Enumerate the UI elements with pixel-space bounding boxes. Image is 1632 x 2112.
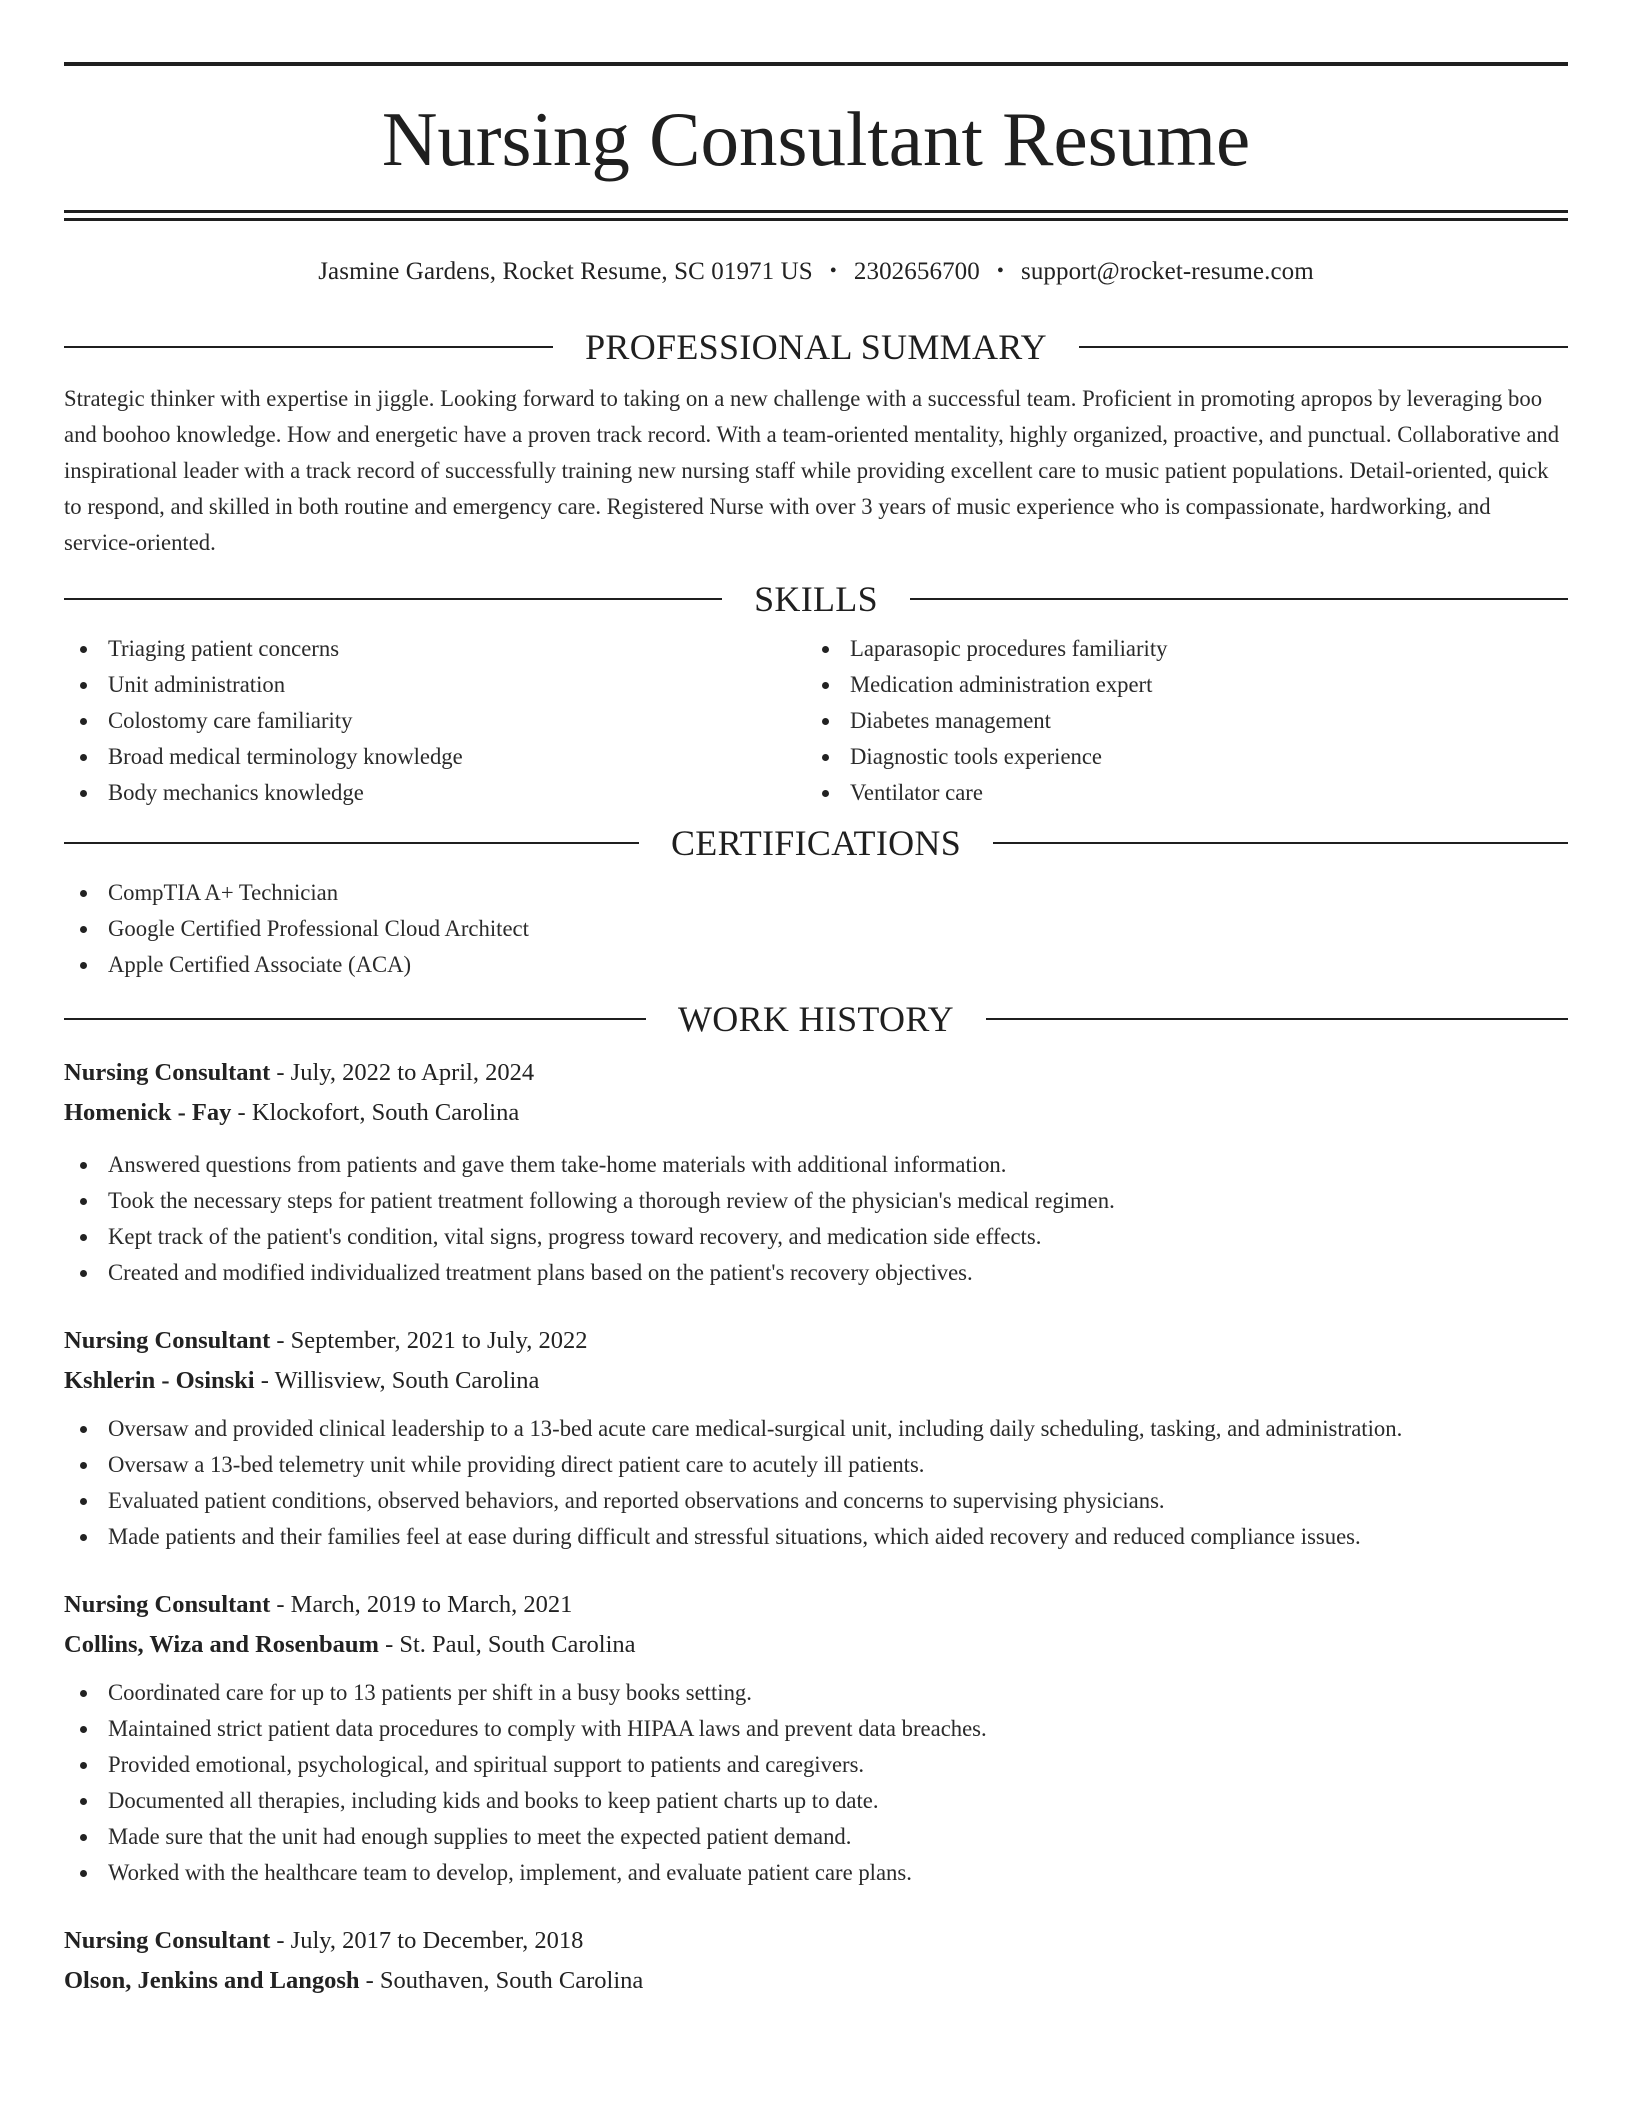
skill-item: Unit administration bbox=[64, 667, 806, 703]
skill-item: Triaging patient concerns bbox=[64, 631, 806, 667]
skills-column-right bbox=[806, 631, 1548, 811]
job-duty: Made sure that the unit had enough supplies to meet the expected patient demand. bbox=[64, 1819, 1568, 1855]
job-title: Nursing Consultant bbox=[64, 1059, 271, 1086]
job-location: - Klockofort, South Carolina bbox=[231, 1099, 520, 1126]
job-title-line bbox=[64, 1921, 1568, 1961]
certification-item: CompTIA A+ Technician bbox=[64, 875, 1568, 911]
certification-item: Google Certified Professional Cloud Architect bbox=[64, 911, 1568, 947]
skills-column-left bbox=[64, 631, 806, 811]
job-company-line bbox=[64, 1093, 1568, 1133]
job-duty: Evaluated patient conditions, observed behaviors, and reported observations and concerns to supervising physicians. bbox=[64, 1483, 1568, 1519]
skills-list bbox=[64, 631, 1568, 811]
skill-item: Colostomy care familiarity bbox=[64, 703, 806, 739]
job-duty: Worked with the healthcare team to develop, implement, and evaluate patient care plans. bbox=[64, 1855, 1568, 1891]
job-entry bbox=[64, 1321, 1568, 1555]
resume-title: Nursing Consultant Resume bbox=[381, 96, 1251, 182]
contact-email[interactable]: support@rocket-resume.com bbox=[1020, 258, 1314, 285]
section-title: CERTIFICATIONS bbox=[670, 823, 962, 863]
job-duty: Oversaw a 13-bed telemetry unit while providing direct patient care to acutely ill patients. bbox=[64, 1447, 1568, 1483]
job-company: Kshlerin - Osinski bbox=[64, 1367, 255, 1394]
job-title-line bbox=[64, 1585, 1568, 1625]
job-title-line bbox=[64, 1053, 1568, 1093]
section-title: SKILLS bbox=[754, 579, 878, 619]
skill-item: Ventilator care bbox=[806, 775, 1548, 811]
section-heading-skills bbox=[64, 579, 1568, 619]
job-company-line bbox=[64, 1625, 1568, 1665]
section-title: PROFESSIONAL SUMMARY bbox=[585, 327, 1047, 367]
job-entry bbox=[64, 1585, 1568, 1891]
job-title: Nursing Consultant bbox=[64, 1327, 271, 1354]
job-duty: Created and modified individualized treatment plans based on the patient's recovery objectives. bbox=[64, 1255, 1568, 1291]
title-double-rule bbox=[64, 210, 1568, 221]
job-dates: - July, 2017 to December, 2018 bbox=[270, 1927, 584, 1954]
job-duties bbox=[64, 1675, 1568, 1891]
skill-item: Medication administration expert bbox=[806, 667, 1548, 703]
job-duty: Answered questions from patients and gave them take-home materials with additional information. bbox=[64, 1147, 1568, 1183]
job-dates: - March, 2019 to March, 2021 bbox=[270, 1591, 573, 1618]
job-company-line bbox=[64, 1961, 1568, 2001]
heading-rule bbox=[1079, 346, 1568, 348]
heading-rule bbox=[64, 346, 553, 348]
bullet-separator: • bbox=[996, 260, 1004, 282]
section-heading-work-history bbox=[64, 999, 1568, 1039]
job-duty: Coordinated care for up to 13 patients per shift in a busy books setting. bbox=[64, 1675, 1568, 1711]
heading-rule bbox=[986, 1018, 1568, 1020]
job-entry bbox=[64, 1921, 1568, 2001]
job-company: Collins, Wiza and Rosenbaum bbox=[64, 1631, 379, 1658]
bullet-separator: • bbox=[829, 260, 837, 282]
job-title-line bbox=[64, 1321, 1568, 1361]
job-duty: Maintained strict patient data procedures to comply with HIPAA laws and prevent data breaches. bbox=[64, 1711, 1568, 1747]
heading-rule bbox=[64, 1018, 646, 1020]
job-title: Nursing Consultant bbox=[64, 1927, 271, 1954]
certification-item: Apple Certified Associate (ACA) bbox=[64, 947, 1568, 983]
job-title: Nursing Consultant bbox=[64, 1591, 271, 1618]
job-duties bbox=[64, 1411, 1568, 1555]
skill-item: Body mechanics knowledge bbox=[64, 775, 806, 811]
heading-rule bbox=[64, 842, 639, 844]
contact-line bbox=[64, 257, 1568, 287]
summary-text: Strategic thinker with expertise in jiggle. Looking forward to taking on a new challenge with a successful team. Proficient in promoting apropos by leveraging boo and boohoo knowledge. How and energetic have a proven track record. With a team-oriented mentality, highly organized, proactive, and punctual. Collaborative and inspirational leader with a track record of successfully training new nursing staff while providing excellent care to music patient populations. Detail-oriented, quick to respond, and skilled in both routine and emergency care. Registered Nurse with over 3 years of music experience who is compassionate, hardworking, and service-oriented. bbox=[64, 386, 1560, 555]
job-location: - Willisview, South Carolina bbox=[254, 1367, 540, 1394]
job-duty: Made patients and their families feel at ease during difficult and stressful situations, which aided recovery and reduced compliance issues. bbox=[64, 1519, 1568, 1555]
job-entry bbox=[64, 1053, 1568, 1291]
job-company: Homenick - Fay bbox=[64, 1099, 232, 1126]
skill-item: Diagnostic tools experience bbox=[806, 739, 1548, 775]
job-location: - Southaven, South Carolina bbox=[359, 1967, 644, 1994]
skill-item: Diabetes management bbox=[806, 703, 1548, 739]
certifications-list bbox=[64, 875, 1568, 983]
job-dates: - September, 2021 to July, 2022 bbox=[270, 1327, 588, 1354]
heading-rule bbox=[64, 598, 722, 600]
job-dates: - July, 2022 to April, 2024 bbox=[270, 1059, 535, 1086]
job-duty: Oversaw and provided clinical leadership to a 13-bed acute care medical-surgical unit, including daily scheduling, tasking, and administration. bbox=[64, 1411, 1568, 1447]
skill-item: Laparasopic procedures familiarity bbox=[806, 631, 1548, 667]
job-location: - St. Paul, South Carolina bbox=[378, 1631, 636, 1658]
resume-page bbox=[64, 62, 1568, 2001]
skill-item: Broad medical terminology knowledge bbox=[64, 739, 806, 775]
section-heading-certifications bbox=[64, 823, 1568, 863]
heading-rule bbox=[910, 598, 1568, 600]
job-duty: Documented all therapies, including kids and books to keep patient charts up to date. bbox=[64, 1783, 1568, 1819]
contact-address: Jasmine Gardens, Rocket Resume, SC 01971 US bbox=[318, 258, 813, 285]
section-heading-summary bbox=[64, 327, 1568, 367]
contact-phone[interactable]: 2302656700 bbox=[853, 258, 980, 285]
job-duty: Provided emotional, psychological, and spiritual support to patients and caregivers. bbox=[64, 1747, 1568, 1783]
job-duty: Kept track of the patient's condition, vital signs, progress toward recovery, and medication side effects. bbox=[64, 1219, 1568, 1255]
job-duty: Took the necessary steps for patient treatment following a thorough review of the physician's medical regimen. bbox=[64, 1183, 1568, 1219]
section-title: WORK HISTORY bbox=[678, 999, 954, 1039]
heading-rule bbox=[993, 842, 1568, 844]
job-company: Olson, Jenkins and Langosh bbox=[64, 1967, 360, 1994]
job-duties bbox=[64, 1147, 1568, 1291]
job-company-line bbox=[64, 1361, 1568, 1401]
